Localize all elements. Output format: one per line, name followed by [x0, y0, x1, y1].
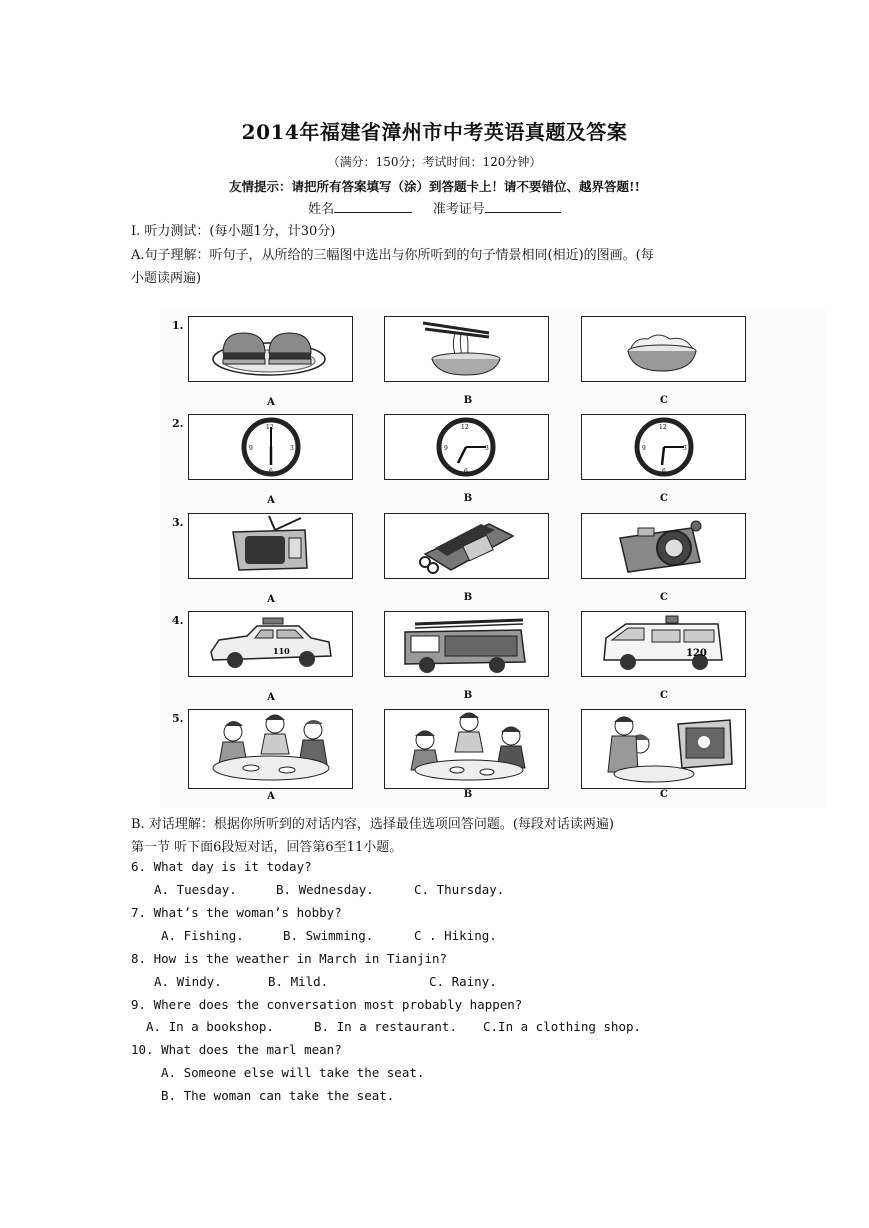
svg-text:6: 6	[464, 468, 468, 475]
option-10a: A. Someone else will take the seat.	[161, 1065, 425, 1080]
police-number: 110	[273, 646, 290, 656]
svg-text:9: 9	[249, 445, 253, 452]
option-label: B	[463, 395, 473, 406]
clock-7-icon	[384, 414, 549, 480]
ambulance-icon	[581, 611, 746, 677]
option-label: B	[463, 690, 473, 701]
svg-text:6: 6	[269, 468, 273, 475]
option-8a: A. Windy.	[154, 974, 222, 989]
option-label: A	[267, 692, 275, 703]
listening-picture-grid	[160, 308, 825, 808]
part-a-instruction-cont: 小题读两遍)	[131, 271, 202, 286]
family-dinner-icon	[188, 709, 353, 789]
svg-text:3: 3	[290, 445, 294, 452]
part-b-instruction: B. 对话理解：根据你所听到的对话内容，选择最佳选项回答问题。(每段对话读两遍)	[131, 817, 614, 832]
option-label: C	[660, 789, 668, 800]
question-8: 8. How is the weather in March in Tianjin?	[131, 951, 448, 966]
option-label: C	[660, 395, 668, 406]
name-label: 姓名	[308, 202, 335, 217]
svg-text:6: 6	[662, 468, 666, 475]
row-number: 3.	[172, 516, 184, 529]
row-number: 2.	[172, 417, 184, 430]
question-6: 6. What day is it today?	[131, 859, 312, 874]
option-label: B	[463, 592, 473, 603]
friendly-tip: 友情提示：请把所有答案填写（涂）到答题卡上！请不要错位、越界答题!!	[229, 179, 640, 194]
noodles-icon	[384, 316, 549, 382]
television-icon	[188, 513, 353, 579]
question-10: 10. What does the marl mean?	[131, 1042, 342, 1057]
option-6b: B. Wednesday.	[276, 882, 374, 897]
option-label: C	[660, 690, 668, 701]
camera-icon	[581, 513, 746, 579]
option-label: C	[660, 592, 668, 603]
row-number: 1.	[172, 319, 184, 332]
svg-text:12: 12	[461, 424, 469, 431]
section-heading: Ⅰ. 听力测试：(每小题1分，计30分)	[131, 224, 336, 239]
exam-id-blank	[485, 200, 561, 213]
option-label: C	[660, 493, 668, 504]
option-6a: A. Tuesday.	[154, 882, 237, 897]
option-9b: B. In a restaurant.	[314, 1019, 457, 1034]
name-blank	[334, 200, 412, 213]
option-label: B	[463, 789, 473, 800]
svg-text:9: 9	[642, 445, 646, 452]
row-number: 4.	[172, 614, 184, 627]
option-label: A	[267, 397, 275, 408]
hamburgers-icon	[188, 316, 353, 382]
option-7b: B. Swimming.	[283, 928, 374, 943]
option-7a: A. Fishing.	[161, 928, 244, 943]
page-title: 2014年福建省漳州市中考英语真题及答案	[241, 120, 628, 144]
option-10b: B. The woman can take the seat.	[161, 1088, 395, 1103]
police-car-icon	[188, 611, 353, 677]
option-9a: A. In a bookshop.	[146, 1019, 274, 1034]
clock-7-alt-icon	[581, 414, 746, 480]
svg-text:9: 9	[444, 445, 448, 452]
rice-bowl-icon	[581, 316, 746, 382]
option-label: B	[463, 493, 473, 504]
option-label: A	[267, 495, 275, 506]
exam-id-label: 准考证号	[432, 202, 485, 217]
option-label: A	[267, 594, 275, 605]
option-9c: C.In a clothing shop.	[483, 1019, 642, 1034]
section-one-instruction: 第一节 听下面6段短对话，回答第6至11小题。	[131, 840, 403, 855]
question-7: 7. What’s the woman’s hobby?	[131, 905, 342, 920]
clock-6-icon	[188, 414, 353, 480]
family-tv-icon	[581, 709, 746, 789]
option-label: A	[267, 791, 275, 802]
name-row	[0, 198, 869, 217]
exam-info: （满分：150分；考试时间：120分钟）	[327, 155, 542, 169]
part-a-instruction: A.句子理解：听句子，从所给的三幅图中选出与你所听到的句子情景相同(相近)的图画。(每	[131, 248, 654, 263]
ambulance-number: 120	[686, 648, 707, 659]
svg-text:3: 3	[485, 445, 489, 452]
svg-text:12: 12	[266, 424, 274, 431]
telephone-icon	[384, 513, 549, 579]
option-6c: C. Thursday.	[414, 882, 505, 897]
question-9: 9. Where does the conversation most probably happen?	[131, 997, 523, 1012]
svg-text:3: 3	[683, 445, 687, 452]
row-number: 5.	[172, 712, 184, 725]
friends-dinner-icon	[384, 709, 549, 789]
svg-text:12: 12	[659, 424, 667, 431]
option-7c: C . Hiking.	[414, 928, 497, 943]
option-8c: C. Rainy.	[429, 974, 497, 989]
fire-engine-icon	[384, 611, 549, 677]
option-8b: B. Mild.	[268, 974, 329, 989]
